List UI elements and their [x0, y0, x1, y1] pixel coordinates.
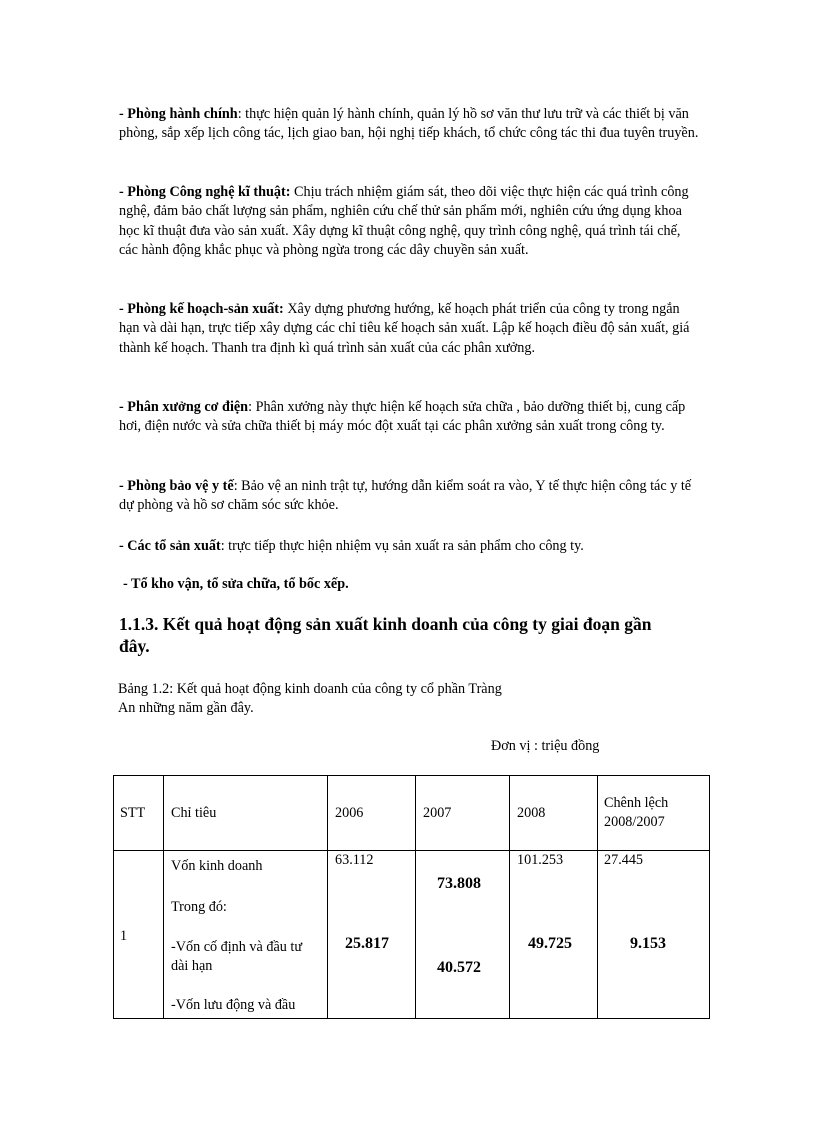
paragraph-label: - Tổ kho vận, tổ sửa chữa, tổ bốc xếp.	[123, 576, 349, 592]
cell-indicators	[164, 851, 328, 1019]
table-header-row	[114, 776, 710, 851]
paragraph-text: : trực tiếp thực hiện nhiệm vụ sản xuất ra sản phẩm cho công ty.	[220, 538, 584, 554]
value-2008-fixed: 49.725	[528, 935, 572, 952]
paragraph-label: - Phòng bảo vệ y tế	[119, 478, 234, 494]
paragraph-support-teams	[123, 575, 703, 594]
paragraph-label: - Phân xưởng cơ điện	[119, 399, 249, 415]
cell-2008	[510, 851, 598, 1019]
value-2007-capital: 73.808	[437, 875, 481, 892]
paragraph-label: - Phòng hành chính	[119, 106, 238, 122]
indicator-line: Vốn kinh doanh	[171, 858, 263, 874]
stt-value: 1	[120, 928, 128, 944]
paragraph-admin-office	[119, 105, 699, 144]
paragraph-text: Xây dựng phương hướng, kế hoạch phát triển của công ty trong ngắn hạn và dài hạn, trực tiếp xây dựng các chỉ tiêu kế hoạch sản xuất. Lập kế hoạch điều độ sản xuất, giá thành kế hoạch. Thanh tra định kì quá trình sản xuất của các phân xưởng.	[119, 301, 690, 356]
indicator-line: -Vốn cố định và đầu tư dài hạn	[171, 939, 303, 974]
paragraph-label: - Phòng kế hoạch-sản xuất:	[119, 301, 284, 317]
results-table	[113, 775, 710, 1019]
header-2006: 2006	[328, 776, 416, 851]
paragraph-text: Chịu trách nhiệm giám sát, theo dõi việc thực hiện các quá trình công nghệ, đảm bảo chất lượng sản phẩm, nghiên cứu chế thử sản phẩm mới, nghiên cứu ứng dụng khoa học kĩ thuật đưa vào sản xuất. Xây dựng kĩ thuật công nghệ, quy trình công nghệ, quá trình tái chế, các hành động khắc phục và phòng ngừa trong các dây chuyền sản xuất.	[119, 184, 689, 259]
cell-stt	[114, 851, 164, 1019]
paragraph-technology-office	[119, 183, 699, 261]
value-2006-fixed: 25.817	[345, 935, 389, 952]
paragraph-text: : thực hiện quản lý hành chính, quản lý hồ sơ văn thư lưu trữ và các thiết bị văn phòng, sắp xếp lịch công tác, lịch giao ban, hội nghị tiếp khách, tổ chức công tác thi đua tuyên truyền.	[119, 106, 699, 142]
section-heading: 1.1.3. Kết quả hoạt động sản xuất kinh doanh của công ty giai đoạn gần đây.	[119, 614, 652, 656]
paragraph-production-teams	[119, 537, 699, 556]
paragraph-text: : Phân xưởng này thực hiện kế hoạch sửa chữa , bảo dưỡng thiết bị, cung cấp hơi, điện nước và sửa chữa thiết bị máy móc đột xuất tại các phân xưởng sản xuất trong công ty.	[119, 399, 686, 435]
value-diff-fixed: 9.153	[630, 935, 666, 952]
value-2008-capital: 101.253	[517, 852, 564, 868]
cell-2006	[328, 851, 416, 1019]
header-2007: 2007	[416, 776, 510, 851]
paragraph-electromechanical-workshop	[119, 398, 699, 437]
header-difference: Chênh lệch 2008/2007	[598, 776, 710, 851]
cell-2007	[416, 851, 510, 1019]
paragraph-security-health-office	[119, 477, 699, 516]
header-indicator: Chỉ tiêu	[164, 776, 328, 851]
value-2007-fixed: 40.572	[437, 959, 481, 976]
table-caption: Bảng 1.2: Kết quả hoạt động kinh doanh của công ty cổ phần Tràng An những năm gần đây.	[118, 681, 502, 717]
indicator-line: Trong đó:	[171, 899, 227, 915]
table-row	[114, 851, 710, 1019]
unit-note: Đơn vị : triệu đồng	[491, 738, 600, 754]
paragraph-text: : Bảo vệ an ninh trật tự, hướng dẫn kiểm soát ra vào, Y tế thực hiện công tác y tế dự phòng và hồ sơ chăm sóc sức khỏe.	[119, 478, 692, 514]
value-2006-capital: 63.112	[335, 852, 374, 868]
paragraph-label: - Các tổ sản xuất	[119, 538, 221, 554]
value-diff-capital: 27.445	[604, 852, 644, 868]
paragraph-label: - Phòng Công nghệ kĩ thuật:	[119, 184, 291, 200]
indicator-line: -Vốn lưu động và đầu	[171, 997, 296, 1013]
header-2008: 2008	[510, 776, 598, 851]
paragraph-planning-office	[119, 300, 699, 358]
header-stt: STT	[114, 776, 164, 851]
cell-difference	[598, 851, 710, 1019]
